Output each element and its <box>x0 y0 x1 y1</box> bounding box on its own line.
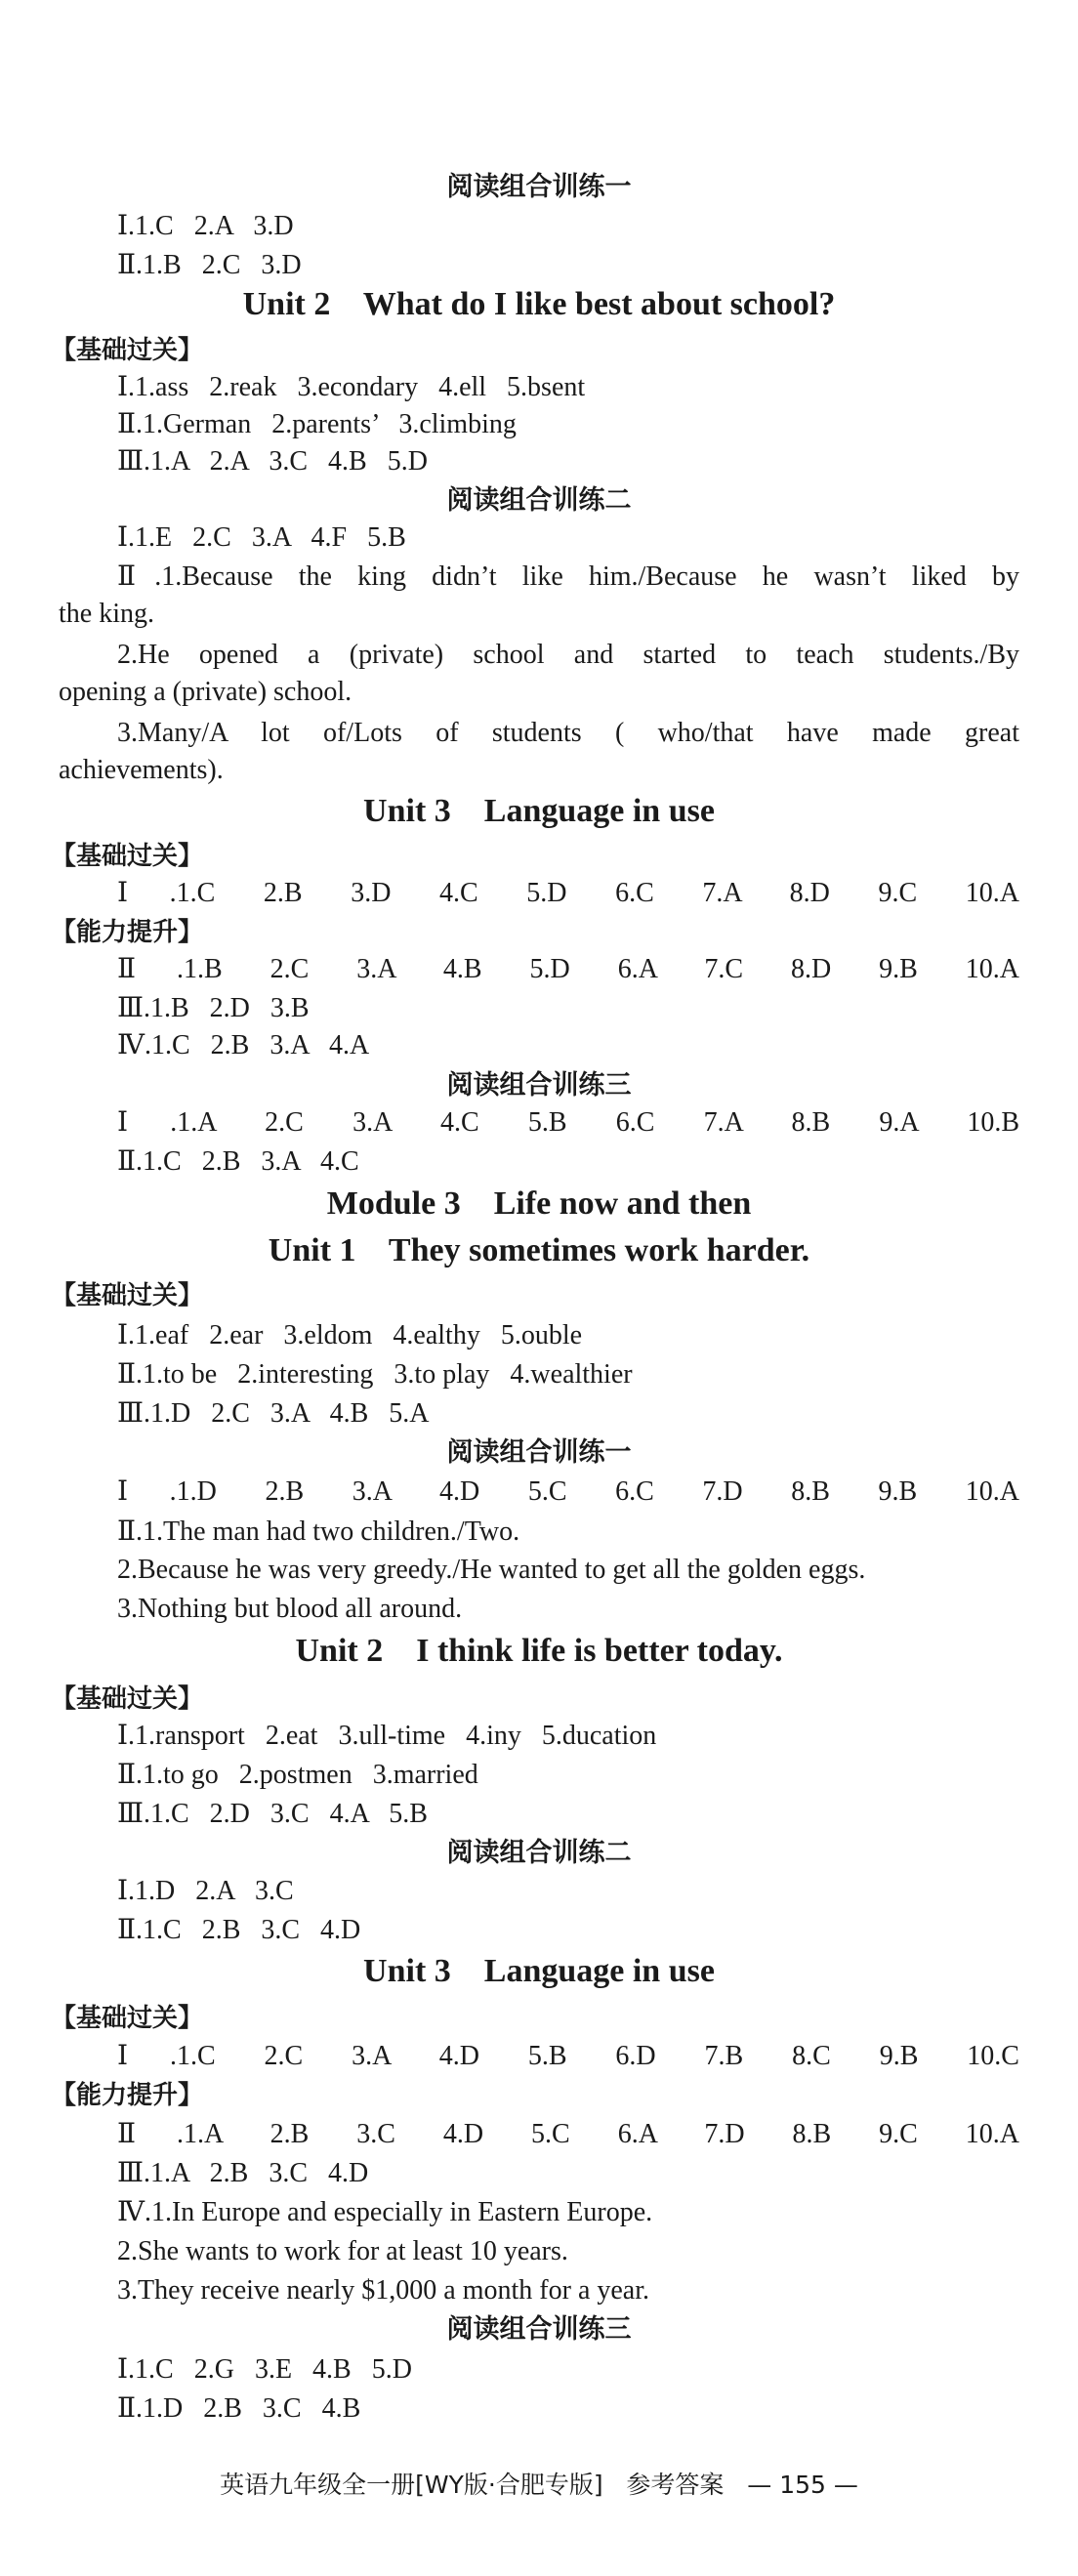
answer-line: Ⅰ.1.C 2.G 3.E 4.B 5.D <box>117 2354 412 2385</box>
answer-line: Ⅲ.1.C 2.D 3.C 4.A 5.B <box>117 1799 428 1829</box>
unit-heading: Module 3 Life now and then <box>326 1185 752 1222</box>
answer-line: Ⅱ.1.D 2.B 3.C 4.B <box>117 2393 361 2424</box>
answer-line: Ⅲ.1.B 2.D 3.B <box>117 993 310 1023</box>
section-label: 【基础过关】 <box>51 336 204 365</box>
answer-line: Ⅰ.1.E 2.C 3.A 4.F 5.B <box>117 522 406 553</box>
answer-line: Ⅱ.1.The man had two children./Two. <box>117 1517 520 1547</box>
answer-continuation: achievements). <box>59 755 224 785</box>
answer-line: Ⅰ.1.ass 2.reak 3.econdary 4.ell 5.bsent <box>117 372 586 402</box>
page-footer: 英语九年级全一册[WY版·合肥专版] 参考答案 — 155 — <box>220 2471 858 2499</box>
answer-line: Ⅲ.1.D 2.C 3.A 4.B 5.A <box>117 1398 430 1429</box>
answer-line: 2.He opened a (private) school and started to teach students./By <box>117 640 1019 670</box>
answer-line: Ⅰ.1.ransport 2.eat 3.ull-time 4.iny 5.ducation <box>117 1721 657 1751</box>
unit-heading: Unit 2 I think life is better today. <box>295 1633 783 1669</box>
answer-line: Ⅰ.1.C 2.B 3.D 4.C 5.D 6.C 7.A 8.D 9.C 10.A <box>117 878 1019 908</box>
answer-line: Ⅰ.1.C 2.A 3.D <box>117 211 294 241</box>
answer-line: 2.She wants to work for at least 10 years. <box>117 2236 568 2266</box>
section-subtitle: 阅读组合训练二 <box>446 485 632 516</box>
answer-line: 2.Because he was very greedy./He wanted to get all the golden eggs. <box>117 1555 866 1585</box>
answer-line: Ⅱ.1.to be 2.interesting 3.to play 4.wealthier <box>117 1359 633 1390</box>
answer-continuation: opening a (private) school. <box>59 677 352 707</box>
answer-line: Ⅰ.1.C 2.C 3.A 4.D 5.B 6.D 7.B 8.C 9.B 10.C <box>117 2041 1019 2071</box>
answer-line: 3.They receive nearly $1,000 a month for a year. <box>117 2275 650 2306</box>
answer-line: Ⅳ.1.C 2.B 3.A 4.A <box>117 1030 370 1060</box>
section-label: 【基础过关】 <box>51 1684 204 1714</box>
section-subtitle: 阅读组合训练二 <box>446 1838 632 1868</box>
answer-line: Ⅲ.1.A 2.A 3.C 4.B 5.D <box>117 446 428 477</box>
section-subtitle: 阅读组合训练一 <box>446 172 632 202</box>
section-subtitle: 阅读组合训练一 <box>446 1437 632 1468</box>
answer-line: Ⅱ.1.B 2.C 3.D <box>117 250 302 280</box>
section-label: 【基础过关】 <box>51 1281 204 1310</box>
unit-heading: Unit 2 What do I like best about school? <box>242 286 836 322</box>
answer-line: Ⅱ.1.Because the king didn’t like him./Because he wasn’t liked by <box>117 561 1019 592</box>
section-subtitle: 阅读组合训练三 <box>446 1070 632 1101</box>
answer-line: Ⅱ.1.C 2.B 3.A 4.C <box>117 1146 359 1177</box>
section-label: 【基础过关】 <box>51 842 204 871</box>
unit-heading: Unit 3 Language in use <box>363 793 715 829</box>
answer-line: Ⅰ.1.D 2.A 3.C <box>117 1876 294 1906</box>
answer-line: 3.Nothing but blood all around. <box>117 1594 463 1624</box>
section-subtitle: 阅读组合训练三 <box>446 2314 632 2345</box>
answer-line: Ⅱ.1.to go 2.postmen 3.married <box>117 1760 478 1790</box>
unit-heading: Unit 1 They sometimes work harder. <box>268 1232 810 1268</box>
unit-heading: Unit 3 Language in use <box>363 1953 715 1989</box>
answer-line: Ⅱ.1.B 2.C 3.A 4.B 5.D 6.A 7.C 8.D 9.B 10.A <box>117 954 1019 984</box>
answer-line: 3.Many/A lot of/Lots of students ( who/that have made great <box>117 718 1019 748</box>
answer-line: Ⅰ.1.eaf 2.ear 3.eldom 4.ealthy 5.ouble <box>117 1320 583 1350</box>
answer-line: Ⅱ.1.German 2.parents’ 3.climbing <box>117 409 517 439</box>
answer-line: Ⅱ.1.C 2.B 3.C 4.D <box>117 1915 361 1945</box>
section-label: 【基础过关】 <box>51 2004 204 2033</box>
answer-line: Ⅰ.1.D 2.B 3.A 4.D 5.C 6.C 7.D 8.B 9.B 10.A <box>117 1476 1019 1507</box>
answer-continuation: the king. <box>59 599 154 629</box>
answer-line: Ⅱ.1.A 2.B 3.C 4.D 5.C 6.A 7.D 8.B 9.C 10.A <box>117 2119 1019 2149</box>
answer-line: Ⅲ.1.A 2.B 3.C 4.D <box>117 2158 369 2188</box>
section-label: 【能力提升】 <box>51 918 204 947</box>
answer-line: Ⅳ.1.In Europe and especially in Eastern Europe. <box>117 2197 653 2227</box>
section-label: 【能力提升】 <box>51 2081 204 2110</box>
answer-line: Ⅰ.1.A 2.C 3.A 4.C 5.B 6.C 7.A 8.B 9.A 10.B <box>117 1107 1019 1138</box>
